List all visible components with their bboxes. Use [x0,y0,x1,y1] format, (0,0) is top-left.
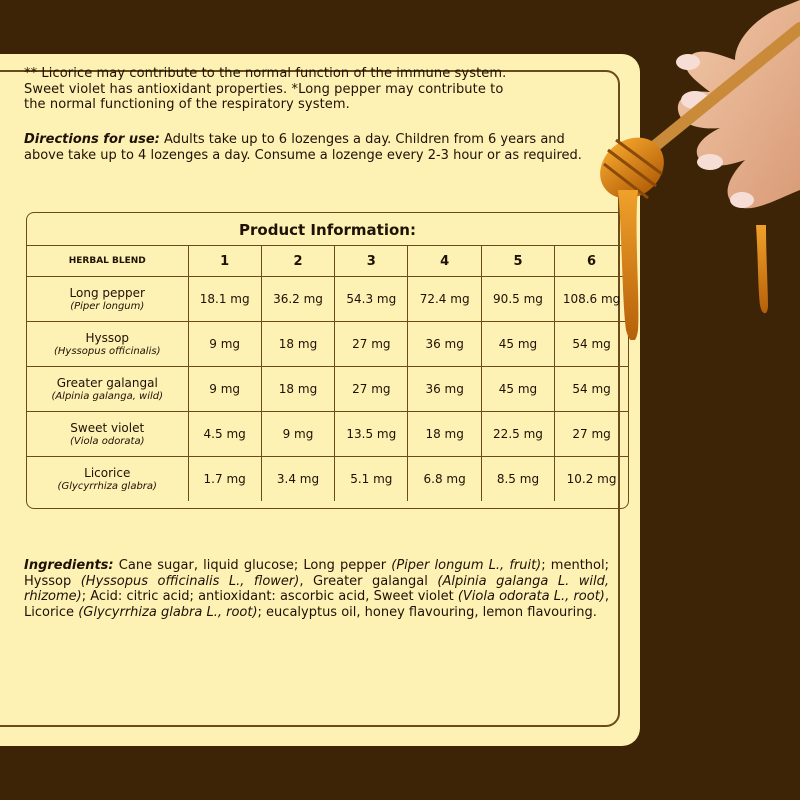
ingredients-list [24,558,609,620]
dose-cell: 18 mg [408,412,481,457]
dose-cell: 1.7 mg [188,457,261,502]
dose-cell: 22.5 mg [481,412,554,457]
directions-text: Adults take up to 6 lozenges a day. Children from 6 years and above take up to 4 lozenges a day. Consume a lozenge every 2-3 hour or as required. [24,132,582,163]
dose-cell: 9 mg [261,412,334,457]
dose-cell: 27 mg [335,322,408,367]
product-information-table [26,212,629,509]
dose-cell: 72.4 mg [408,277,481,322]
lozenge-count-header: 3 [335,246,408,277]
dose-cell: 36 mg [408,367,481,412]
table-row [27,367,628,412]
ingredient-text: ; Acid: citric acid; antioxidant: ascorbic acid, Sweet violet [81,589,458,604]
lozenge-count-header: 1 [188,246,261,277]
ingredient-source: (Glycyrrhiza glabra L., root) [78,604,258,620]
herb-cell [27,367,188,412]
dose-cell: 10.2 mg [566,472,617,486]
herb-cell [27,412,188,457]
ingredient-text: ; eucalyptus oil, honey flavouring, lemon flavouring. [257,604,597,620]
table-row [27,457,628,502]
dose-cell: 36.2 mg [261,277,334,322]
herb-name: Hyssop [85,331,130,345]
dose-cell: 27 mg [555,412,628,457]
table-row [27,277,628,322]
dose-cell: 18.1 mg [188,277,261,322]
herb-name: Long pepper [69,286,145,300]
dose-cell: 27 mg [335,367,408,412]
ingredient-text: , Licorice [24,589,610,620]
dose-cell: 18 mg [261,322,334,367]
ingredient-source: (Hyssopus officinalis L., flower) [80,573,300,589]
dose-cell: 6.8 mg [408,457,481,502]
herb-latin-name: (Hyssopus officinalis) [54,346,161,357]
dose-cell: 4.5 mg [188,412,261,457]
dosage-table [27,246,628,501]
ingredient-text: Cane sugar, liquid glucose; Long pepper [118,558,392,573]
directions-label: Directions for use: [24,132,160,147]
herb-name: Sweet violet [70,421,145,435]
herb-latin-name: (Viola odorata) [70,436,145,447]
ingredient-text: , Greater galangal [299,573,438,589]
ingredient-source: (Viola odorata L., root) [457,589,605,604]
herb-cell [27,457,188,502]
table-row [27,322,628,367]
dose-cell: 36 mg [408,322,481,367]
herb-name: Licorice [84,466,131,480]
lozenge-count-header: 5 [481,246,554,277]
directions-for-use [24,132,594,163]
dose-cell: 3.4 mg [261,457,334,502]
ingredient-text: ; menthol; Hyssop [24,558,609,589]
dose-cell: 8.5 mg [481,457,554,502]
dose-cell: 45 mg [481,322,554,367]
herb-cell [27,322,188,367]
dose-cell: 90.5 mg [481,277,554,322]
dose-cell: 18 mg [261,367,334,412]
honey-dipper-hand-image [560,0,800,340]
ingredient-source: (Alpinia galanga L. wild, rhizome) [24,573,609,604]
lozenge-count-header: 2 [261,246,334,277]
table-header-row [27,246,628,277]
herb-cell [27,277,188,322]
dose-cell: 54 mg [555,322,628,367]
lozenge-count-header: 6 [555,246,628,277]
ingredients-label: Ingredients: [24,558,114,573]
ingredient-source: (Piper longum L., fruit) [391,558,542,573]
dose-cell: 13.5 mg [335,412,408,457]
dose-cell: 54.3 mg [335,277,408,322]
table-title: Product Information: [27,213,628,246]
table-row [27,412,628,457]
dose-cell: 5.1 mg [335,457,408,502]
dose-cell: 9 mg [188,322,261,367]
dose-cell: 9 mg [188,367,261,412]
dose-cell: 54 mg [555,367,628,412]
herb-latin-name: (Glycyrrhiza glabra) [57,481,157,492]
dose-cell: 45 mg [481,367,554,412]
lozenge-count-header: 4 [408,246,481,277]
health-claims-note: ** Licorice may contribute to the normal function of the immune system. Sweet violet has antioxidant properties. *Long pepper may contribute to the normal functioning of the respiratory system. [24,66,507,112]
herbal-blend-header: HERBAL BLEND [27,246,188,277]
herb-name: Greater galangal [56,376,158,390]
herb-latin-name: (Alpinia galanga, wild) [51,391,164,402]
dose-cell: 108.6 mg [555,277,628,322]
herb-latin-name: (Piper longum) [70,301,145,312]
